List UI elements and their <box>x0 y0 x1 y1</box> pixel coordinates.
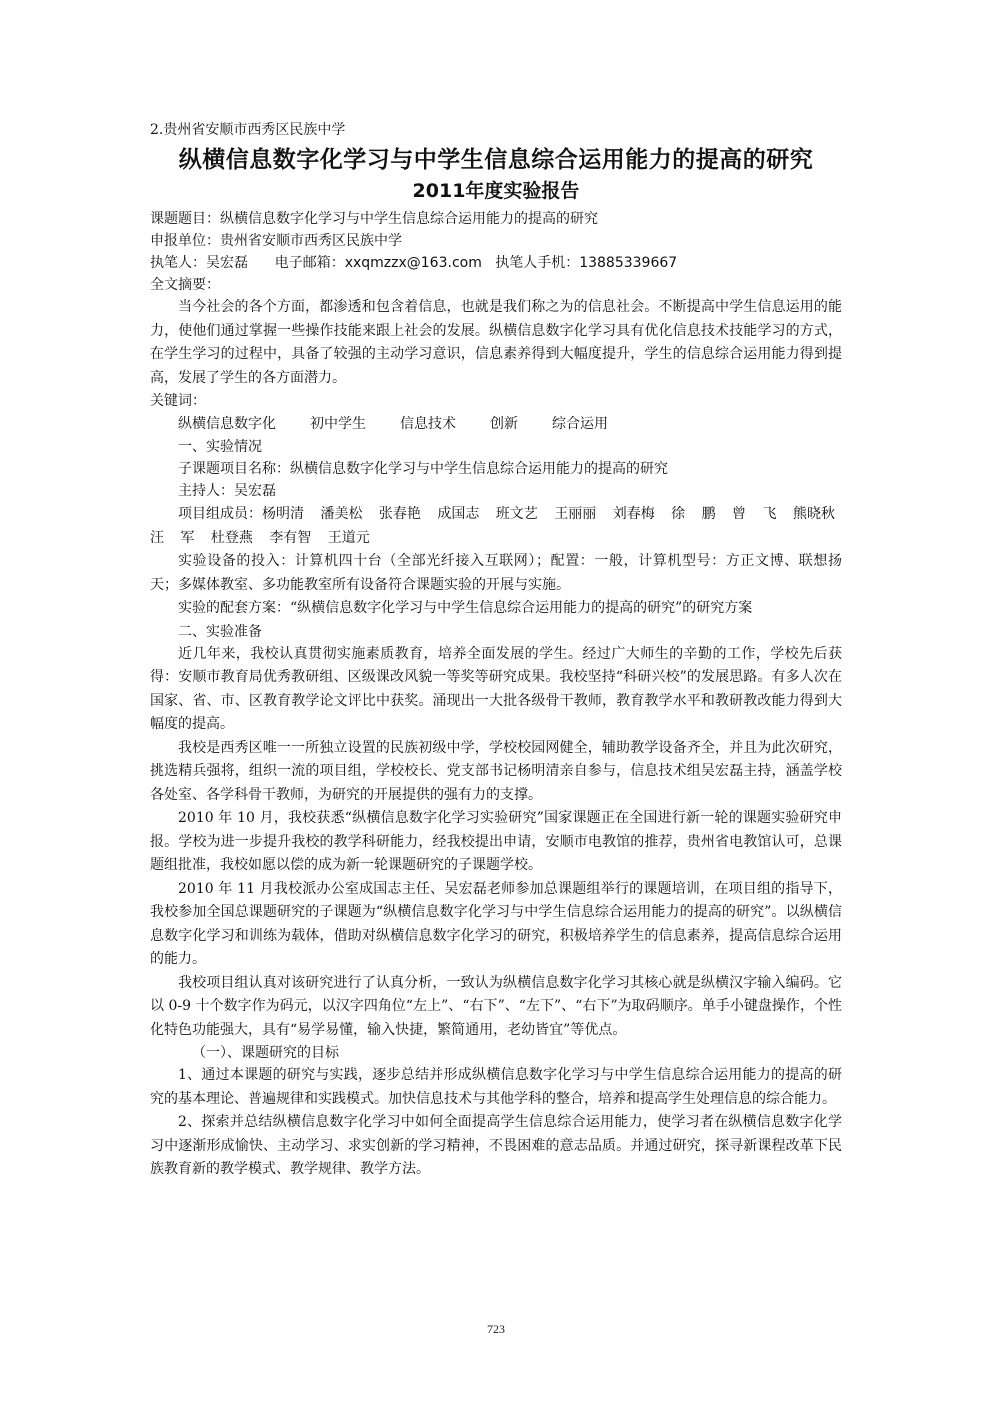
topic-line: 课题题目：纵横信息数字化学习与中学生信息综合运用能力的提高的研究 <box>150 211 598 227</box>
report-title: 纵横信息数字化学习与中学生信息综合运用能力的提高的研究 <box>178 146 814 173</box>
keyword-item: 纵横信息数字化 <box>178 416 276 432</box>
body-paragraph: 近几年来，我校认真贯彻实施素质教育，培养全面发展的学生。经过广大师生的辛勤的工作，学校先后获得：安顺市教育局优秀教研组、区级课改风貌一等奖等研究成果。我校坚持“科研兴校”的发展思路。有多人次在国家、省、市、区教育教学论文评比中获奖。涌现出一大批各级骨干教师，教育教学水平和教研教改能力得到大幅度的提高。 <box>150 645 842 732</box>
keyword-item: 初中学生 <box>310 416 366 432</box>
body-paragraph: 我校项目组认真对该研究进行了认真分析，一致认为纵横信息数字化学习其核心就是纵横汉字输入编码。它以 0-9 十个数字作为码元，以汉字四角位“左上”、“右下”、“左下”、“右下”为取码顺序。单手小键盘操作，个性化特色功能强大，具有“易学易懂，输入快捷，繁简通用，老幼皆宜”等优点。 <box>150 974 842 1038</box>
keywords-label: 关键词： <box>150 393 206 409</box>
report-subtitle: 2011年度实验报告 <box>412 180 580 202</box>
keyword-item: 创新 <box>490 416 518 432</box>
page-number: 723 <box>487 1322 505 1336</box>
unit-line: 申报单位：贵州省安顺市西秀区民族中学 <box>150 233 402 249</box>
abstract-label: 全文摘要： <box>150 277 220 293</box>
body-paragraph: 2010 年 10 月，我校获悉“纵横信息数字化学习实验研究”国家课题正在全国进行新一轮的课题实验研究申报。学校为进一步提升我校的教学科研能力，经我校提出申请，安顺市电教馆的推荐，贵州省电教馆认可，总课题组批准，我校如愿以偿的成为新一轮课题研究的子课题学校。 <box>150 810 842 873</box>
plan-paragraph: 实验的配套方案：“纵横信息数字化学习与中学生信息综合运用能力的提高的研究”的研究方案 <box>178 600 753 616</box>
goal-paragraph: 1、通过本课题的研究与实践，逐步总结并形成纵横信息数字化学习与中学生信息综合运用能力的提高的研究的基本理论、普遍规律和实践模式。加快信息技术与其他学科的整合，培养和提高学生处理信息的综合能力。 <box>150 1067 842 1107</box>
abstract-paragraph: 当今社会的各个方面，都渗透和包含着信息，也就是我们称之为的信息社会。不断提高中学生信息运用的能力，使他们通过掌握一些操作技能来跟上社会的发展。纵横信息数字化学习具有优化信息技术技能学习的方式，在学生学习的过程中，具备了较强的主动学习意识，信息素养得到大幅度提升，学生的信息综合运用能力得到提高，发展了学生的各方面潜力。 <box>150 299 842 386</box>
section-heading: 一、实验情况 <box>178 439 262 455</box>
equipment-paragraph: 实验设备的投入：计算机四十台（全部光纤接入互联网）；配置：一般，计算机型号：方正文博、联想扬天；多媒体教室、多功能教室所有设备符合课题实验的开展与实施。 <box>150 553 842 593</box>
document-body <box>150 120 842 1182</box>
keywords-list <box>150 412 842 436</box>
keyword-item: 信息技术 <box>400 416 456 432</box>
project-name-line: 子课题项目名称：纵横信息数字化学习与中学生信息综合运用能力的提高的研究 <box>178 461 668 477</box>
body-paragraph: 2010 年 11 月我校派办公室成国志主任、吴宏磊老师参加总课题组举行的课题培训，在项目组的指导下，我校参加全国总课题研究的子课题为“纵横信息数字化学习与中学生信息综合运用能力的提高的研究”。以纵横信息数字化学习和训练为载体，借助对纵横信息数字化学习的研究，积极培养学生的信息素养，提高信息综合运用的能力。 <box>150 880 842 967</box>
school-line: 2.贵州省安顺市西秀区民族中学 <box>150 122 346 138</box>
members-paragraph: 项目组成员：杨明清 潘美松 张春艳 成国志 班文艺 王丽丽 刘春梅 徐 鹏 曾 飞 熊晓秋 汪 军 杜登燕 李有智 王道元 <box>150 506 835 546</box>
host-line: 主持人：吴宏磊 <box>178 483 276 499</box>
keyword-item: 综合运用 <box>552 416 608 432</box>
body-paragraph: 我校是西秀区唯一一所独立设置的民族初级中学，学校校园网健全，辅助教学设备齐全，并且为此次研究，挑选精兵强将，组织一流的项目组，学校校长、党支部书记杨明清亲自参与，信息技术组吴宏磊主持，涵盖学校各处室、各学科骨干教师，为研究的开展提供的强有力的支撑。 <box>150 739 842 803</box>
author-line: 执笔人：吴宏磊 电子邮箱：xxqmzzx@163.com 执笔人手机：13885339667 <box>150 255 678 271</box>
section-heading: 二、实验准备 <box>178 623 262 640</box>
subsection-heading: （一）、课题研究的目标 <box>192 1045 339 1061</box>
goal-paragraph: 2、探索并总结纵横信息数字化学习中如何全面提高学生信息综合运用能力，使学习者在纵横信息数字化学习中逐渐形成愉快、主动学习、求实创新的学习精神，不畏困难的意志品质。并通过研究，探寻新课程改革下民族教育新的教学模式、教学规律、教学方法。 <box>150 1114 842 1177</box>
